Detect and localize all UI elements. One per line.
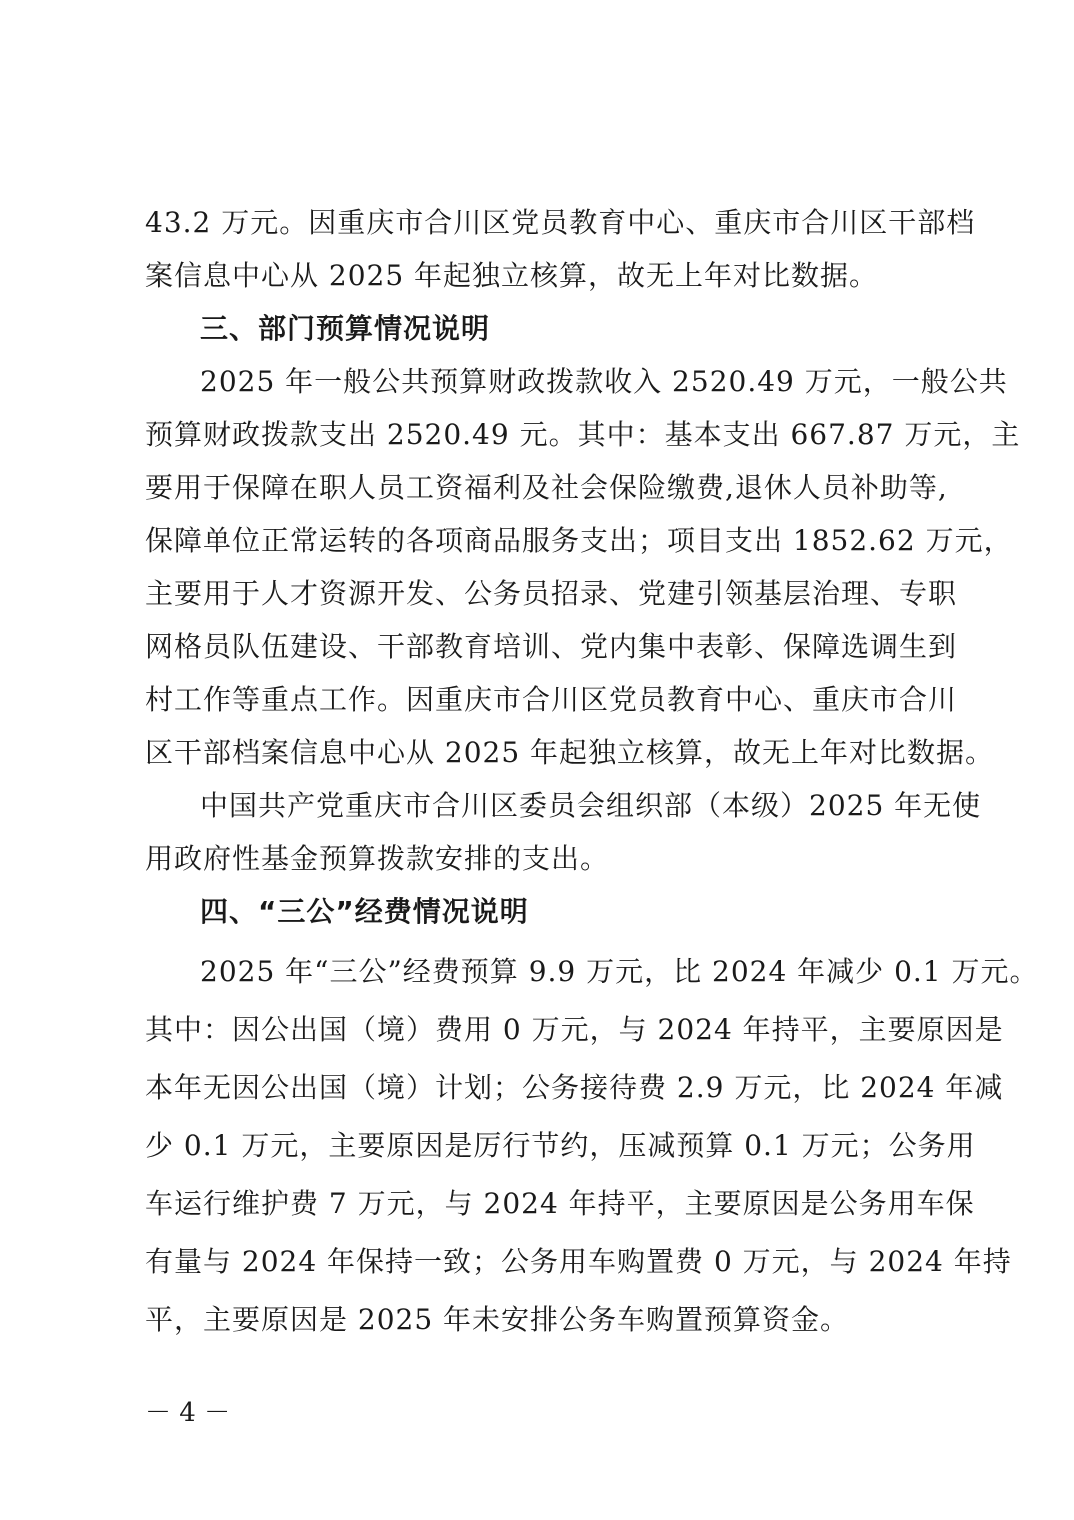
paragraph-line: 少 0.1 万元，主要原因是厉行节约，压减预算 0.1 万元；公务用: [145, 1129, 976, 1162]
section-heading-3: 三、部门预算情况说明: [200, 312, 491, 345]
paragraph-line: 预算财政拨款支出 2520.49 元。其中：基本支出 667.87 万元，主: [145, 418, 1021, 451]
paragraph-line: 村工作等重点工作。因重庆市合川区党员教育中心、重庆市合川: [145, 683, 958, 716]
paragraph-line: 网格员队伍建设、干部教育培训、党内集中表彰、保障选调生到: [145, 630, 958, 663]
paragraph-line: 案信息中心从 2025 年起独立核算，故无上年对比数据。: [145, 259, 879, 292]
paragraph-line: 本年无因公出国（境）计划；公务接待费 2.9 万元，比 2024 年减: [145, 1071, 1004, 1104]
paragraph-line: 区干部档案信息中心从 2025 年起独立核算，故无上年对比数据。: [145, 736, 995, 769]
paragraph-line: 要用于保障在职人员工资福利及社会保险缴费,退休人员补助等,: [145, 471, 948, 504]
paragraph-line: 有量与 2024 年保持一致；公务用车购置费 0 万元，与 2024 年持: [145, 1245, 1012, 1278]
paragraph-line: 车运行维护费 7 万元，与 2024 年持平，主要原因是公务用车保: [145, 1187, 975, 1220]
page-number: － 4 －: [145, 1398, 231, 1428]
paragraph-line: 2025 年“三公”经费预算 9.9 万元，比 2024 年减少 0.1 万元。: [200, 955, 1039, 988]
paragraph-line: 其中：因公出国（境）费用 0 万元，与 2024 年持平，主要原因是: [145, 1013, 1004, 1046]
paragraph-line: 用政府性基金预算拨款安排的支出。: [145, 842, 610, 875]
paragraph-line: 中国共产党重庆市合川区委员会组织部（本级）2025 年无使: [200, 789, 982, 822]
paragraph-line: 43.2 万元。因重庆市合川区党员教育中心、重庆市合川区干部档: [145, 206, 976, 239]
paragraph-line: 保障单位正常运转的各项商品服务支出；项目支出 1852.62 万元，: [145, 524, 1013, 557]
paragraph-line: 平，主要原因是 2025 年未安排公务车购置预算资金。: [145, 1303, 850, 1336]
paragraph-line: 主要用于人才资源开发、公务员招录、党建引领基层治理、专职: [145, 577, 958, 610]
section-heading-4: 四、“三公”经费情况说明: [200, 895, 529, 928]
paragraph-line: 2025 年一般公共预算财政拨款收入 2520.49 万元，一般公共: [200, 365, 1008, 398]
